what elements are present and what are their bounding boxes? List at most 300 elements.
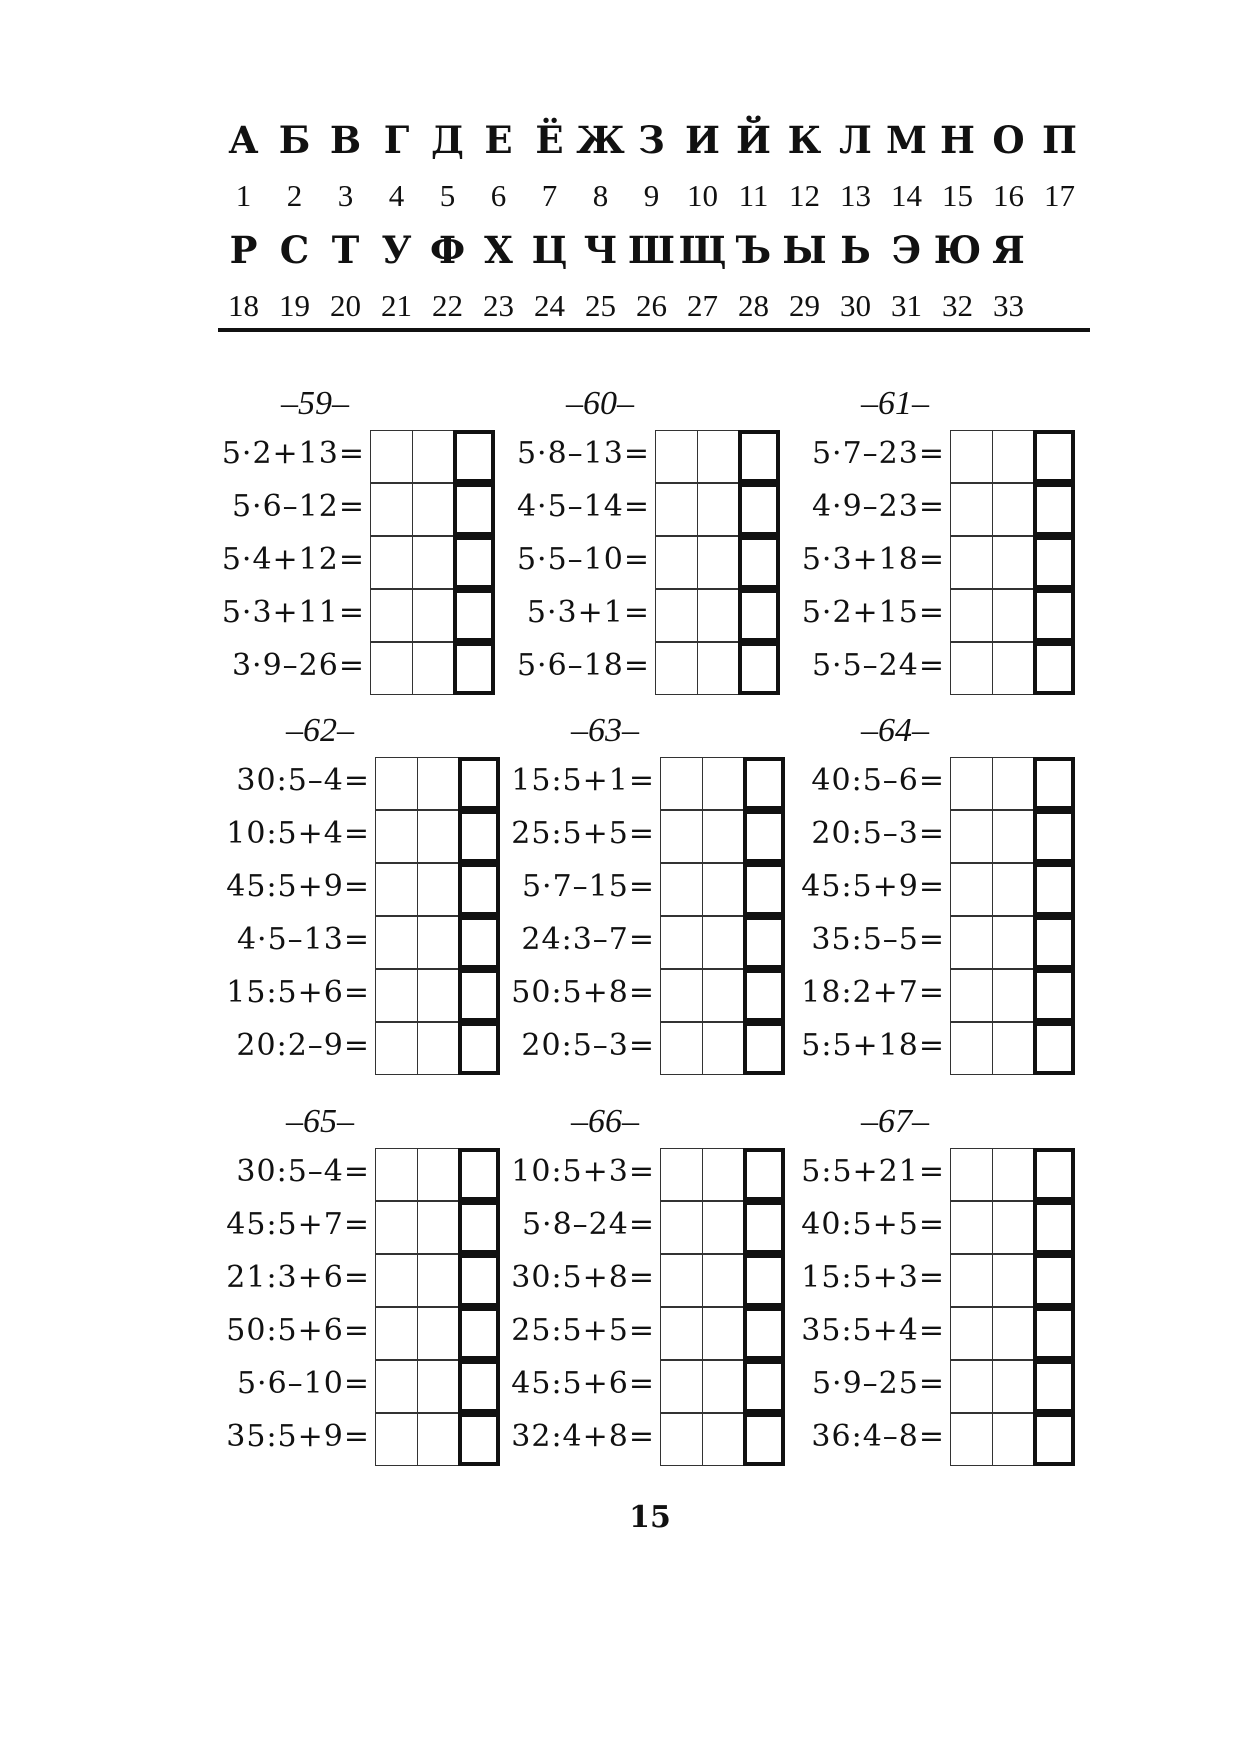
answer-cell[interactable] — [660, 916, 702, 969]
answer-cells — [660, 916, 785, 969]
exercise-row — [775, 1360, 1075, 1413]
exercise-row — [485, 1360, 785, 1413]
answer-cell[interactable] — [950, 1413, 992, 1466]
answer-cells — [375, 1413, 500, 1466]
answer-cell[interactable] — [412, 536, 453, 589]
answer-cell[interactable] — [660, 757, 702, 810]
key-number: 16 — [993, 178, 1024, 213]
key-letter: П — [1042, 118, 1077, 162]
key-letter: С — [279, 228, 310, 272]
answer-cell[interactable] — [660, 1148, 702, 1201]
code-letter-cell[interactable] — [1033, 430, 1075, 483]
expression: 5·8–24= — [521, 1207, 655, 1242]
key-letter: Ю — [933, 228, 982, 272]
answer-cell[interactable] — [660, 810, 702, 863]
key-number: 12 — [789, 178, 820, 213]
answer-cells — [950, 1307, 1075, 1360]
key-letter: М — [886, 118, 927, 162]
exercise-row — [480, 589, 780, 642]
exercise-row — [200, 863, 500, 916]
answer-cells — [660, 1148, 785, 1201]
expression: 5·5–24= — [811, 648, 945, 683]
expression: 30:5–4= — [236, 1154, 370, 1189]
answer-cell[interactable] — [660, 1360, 702, 1413]
expression: 4·9–23= — [811, 489, 945, 524]
answer-cell[interactable] — [950, 1022, 992, 1075]
key-number: 18 — [228, 288, 259, 323]
answer-cells — [950, 483, 1075, 536]
answer-cell[interactable] — [370, 642, 412, 695]
key-number: 15 — [942, 178, 973, 213]
expression: 15:5+3= — [801, 1260, 945, 1295]
key-letter: Ш — [628, 228, 675, 272]
answer-cell[interactable] — [950, 1307, 992, 1360]
exercise-row — [485, 916, 785, 969]
key-number: 33 — [993, 288, 1024, 323]
exercise-row — [200, 757, 500, 810]
key-number: 31 — [891, 288, 922, 323]
answer-cell[interactable] — [950, 642, 992, 695]
key-letter: А — [228, 118, 259, 162]
answer-cell[interactable] — [375, 1413, 417, 1466]
answer-cell[interactable] — [417, 1148, 458, 1201]
answer-cells — [660, 1360, 785, 1413]
answer-cell[interactable] — [370, 430, 412, 483]
exercise-row — [775, 430, 1075, 483]
answer-cell[interactable] — [950, 810, 992, 863]
answer-cells — [370, 430, 495, 483]
key-letter: Э — [891, 228, 922, 272]
answer-cell[interactable] — [660, 1413, 702, 1466]
answer-cell[interactable] — [950, 483, 992, 536]
exercise-number: –65– — [286, 1103, 354, 1140]
code-letter-cell[interactable] — [1033, 810, 1075, 863]
exercise-number: –67– — [861, 1103, 929, 1140]
expression: 20:5–3= — [521, 1028, 655, 1063]
answer-cell[interactable] — [992, 483, 1033, 536]
answer-cell[interactable] — [370, 483, 412, 536]
answer-cells — [660, 1307, 785, 1360]
expression: 5·3+18= — [801, 542, 945, 577]
answer-cell[interactable] — [702, 969, 743, 1022]
exercise-row — [775, 916, 1075, 969]
key-number: 4 — [388, 178, 405, 213]
answer-cell[interactable] — [697, 589, 738, 642]
answer-cells — [375, 810, 500, 863]
answer-cell[interactable] — [950, 430, 992, 483]
key-number: 22 — [432, 288, 463, 323]
answer-cell[interactable] — [992, 430, 1033, 483]
code-letter-cell[interactable] — [1033, 483, 1075, 536]
code-letter-cell[interactable] — [738, 536, 780, 589]
expression: 5:5+21= — [801, 1154, 945, 1189]
exercise-number: –61– — [861, 385, 929, 422]
exercise-row — [775, 1022, 1075, 1075]
answer-cell[interactable] — [950, 863, 992, 916]
answer-cells — [375, 863, 500, 916]
answer-cells — [375, 916, 500, 969]
answer-cell[interactable] — [992, 1022, 1033, 1075]
key-underline — [218, 328, 1090, 332]
key-letter: Ь — [840, 228, 871, 272]
answer-cell[interactable] — [375, 810, 417, 863]
answer-cell[interactable] — [417, 969, 458, 1022]
exercise-row — [480, 430, 780, 483]
code-letter-cell[interactable] — [1033, 757, 1075, 810]
answer-cells — [370, 642, 495, 695]
exercise-row — [195, 483, 495, 536]
answer-cell[interactable] — [950, 1201, 992, 1254]
answer-cells — [950, 863, 1075, 916]
answer-cell[interactable] — [655, 642, 697, 695]
key-letter: Д — [431, 118, 464, 162]
answer-cell[interactable] — [375, 757, 417, 810]
key-letter: З — [638, 118, 665, 162]
exercise-row — [195, 536, 495, 589]
exercise-row — [200, 1201, 500, 1254]
exercise-row — [200, 1360, 500, 1413]
answer-cell[interactable] — [702, 1360, 743, 1413]
expression: 45:5+7= — [226, 1207, 370, 1242]
key-number: 28 — [738, 288, 769, 323]
key-letter: У — [381, 228, 412, 272]
expression: 4·5–13= — [236, 922, 370, 957]
key-number: 25 — [585, 288, 616, 323]
answer-cell[interactable] — [660, 1022, 702, 1075]
answer-cell[interactable] — [950, 969, 992, 1022]
answer-cells — [375, 1307, 500, 1360]
answer-cell[interactable] — [950, 1148, 992, 1201]
answer-cell[interactable] — [697, 483, 738, 536]
answer-cell[interactable] — [950, 916, 992, 969]
code-letter-cell[interactable] — [1033, 1022, 1075, 1075]
answer-cell[interactable] — [702, 810, 743, 863]
key-letter: Ъ — [735, 228, 772, 272]
answer-cell[interactable] — [660, 863, 702, 916]
answer-cell[interactable] — [660, 1307, 702, 1360]
key-letter: Х — [484, 228, 513, 272]
answer-cell[interactable] — [950, 1254, 992, 1307]
answer-cell[interactable] — [992, 536, 1033, 589]
expression: 5·6–10= — [236, 1366, 370, 1401]
answer-cell[interactable] — [992, 969, 1033, 1022]
key-number: 21 — [381, 288, 412, 323]
exercise-block-65 — [200, 1103, 500, 1473]
exercise-row — [485, 1413, 785, 1466]
answer-cell[interactable] — [655, 483, 697, 536]
key-number: 14 — [891, 178, 922, 213]
exercise-row — [480, 642, 780, 695]
answer-cell[interactable] — [655, 589, 697, 642]
answer-cell[interactable] — [992, 810, 1033, 863]
answer-cell[interactable] — [702, 1254, 743, 1307]
answer-cells — [375, 1148, 500, 1201]
answer-cell[interactable] — [702, 1413, 743, 1466]
answer-cells — [950, 1022, 1075, 1075]
answer-cells — [655, 642, 780, 695]
expression: 5·2+15= — [801, 595, 945, 630]
answer-cells — [655, 589, 780, 642]
answer-cells — [660, 863, 785, 916]
exercise-row — [200, 1148, 500, 1201]
key-number: 23 — [483, 288, 514, 323]
exercise-block-59 — [195, 385, 495, 705]
answer-cell[interactable] — [992, 1307, 1033, 1360]
answer-cells — [655, 483, 780, 536]
answer-cell[interactable] — [375, 1201, 417, 1254]
answer-cells — [375, 969, 500, 1022]
answer-cell[interactable] — [992, 1413, 1033, 1466]
answer-cell[interactable] — [702, 757, 743, 810]
answer-cell[interactable] — [375, 1148, 417, 1201]
answer-cell[interactable] — [992, 1254, 1033, 1307]
exercise-row — [775, 1254, 1075, 1307]
answer-cells — [950, 810, 1075, 863]
expression: 4·5–14= — [516, 489, 650, 524]
answer-cells — [660, 1413, 785, 1466]
exercise-block-66 — [485, 1103, 785, 1473]
answer-cells — [950, 969, 1075, 1022]
code-letter-cell[interactable] — [1033, 1201, 1075, 1254]
answer-cell[interactable] — [992, 863, 1033, 916]
key-number: 10 — [687, 178, 718, 213]
answer-cell[interactable] — [992, 642, 1033, 695]
code-letter-cell[interactable] — [738, 589, 780, 642]
answer-cells — [660, 810, 785, 863]
exercise-row — [195, 430, 495, 483]
code-letter-cell[interactable] — [1033, 969, 1075, 1022]
answer-cells — [950, 642, 1075, 695]
key-letter: Ц — [531, 228, 568, 272]
answer-cell[interactable] — [660, 1254, 702, 1307]
code-letter-cell[interactable] — [1033, 589, 1075, 642]
expression: 3·9–26= — [231, 648, 365, 683]
key-letter: Я — [992, 228, 1025, 272]
key-letter: Ё — [535, 118, 564, 162]
answer-cells — [375, 757, 500, 810]
key-letter: К — [787, 118, 822, 162]
key-number: 8 — [592, 178, 609, 213]
expression: 5·7–23= — [811, 436, 945, 471]
answer-cell[interactable] — [417, 1254, 458, 1307]
answer-cell[interactable] — [992, 916, 1033, 969]
exercise-row — [480, 483, 780, 536]
answer-cell[interactable] — [992, 589, 1033, 642]
answer-cell[interactable] — [992, 757, 1033, 810]
answer-cell[interactable] — [375, 916, 417, 969]
key-letter: О — [992, 118, 1025, 162]
key-number: 13 — [840, 178, 871, 213]
answer-cell[interactable] — [412, 483, 453, 536]
answer-cell[interactable] — [702, 1307, 743, 1360]
key-letter: Ф — [429, 228, 466, 272]
code-letter-cell[interactable] — [738, 483, 780, 536]
key-letter: Й — [736, 118, 771, 162]
answer-cell[interactable] — [412, 642, 453, 695]
code-letter-cell[interactable] — [738, 430, 780, 483]
answer-cell[interactable] — [375, 1254, 417, 1307]
answer-cell[interactable] — [412, 589, 453, 642]
answer-cell[interactable] — [702, 863, 743, 916]
code-letter-cell[interactable] — [1033, 1413, 1075, 1466]
key-letter: Ж — [576, 118, 625, 162]
key-letter: Р — [229, 228, 258, 272]
expression: 5·5–10= — [516, 542, 650, 577]
expression: 15:5+1= — [511, 763, 655, 798]
expression: 40:5+5= — [801, 1207, 945, 1242]
answer-cells — [950, 1254, 1075, 1307]
key-number: 19 — [279, 288, 310, 323]
answer-cell[interactable] — [417, 1022, 458, 1075]
expression: 18:2+7= — [801, 975, 945, 1010]
expression: 40:5–6= — [811, 763, 945, 798]
key-letter: Г — [383, 118, 410, 162]
key-number: 7 — [541, 178, 558, 213]
code-letter-cell[interactable] — [1033, 536, 1075, 589]
exercise-row — [775, 1148, 1075, 1201]
key-number: 6 — [490, 178, 507, 213]
key-number: 26 — [636, 288, 667, 323]
answer-cell[interactable] — [702, 1201, 743, 1254]
exercise-number: –66– — [571, 1103, 639, 1140]
code-letter-cell[interactable] — [1033, 1307, 1075, 1360]
expression: 10:5+3= — [511, 1154, 655, 1189]
answer-cells — [370, 536, 495, 589]
answer-cells — [950, 589, 1075, 642]
answer-cell[interactable] — [950, 589, 992, 642]
answer-cell[interactable] — [375, 863, 417, 916]
expression: 5·4+12= — [221, 542, 365, 577]
answer-cell[interactable] — [697, 430, 738, 483]
answer-cell[interactable] — [950, 536, 992, 589]
expression: 30:5+8= — [511, 1260, 655, 1295]
answer-cells — [660, 1201, 785, 1254]
exercise-row — [775, 1307, 1075, 1360]
answer-cell[interactable] — [375, 1022, 417, 1075]
key-letter: В — [329, 118, 362, 162]
expression: 24:3–7= — [521, 922, 655, 957]
exercise-row — [485, 757, 785, 810]
answer-cell[interactable] — [412, 430, 453, 483]
key-letter: Т — [331, 228, 360, 272]
answer-cells — [660, 757, 785, 810]
answer-cell[interactable] — [992, 1201, 1033, 1254]
expression: 45:5+9= — [226, 869, 370, 904]
key-number: 11 — [738, 178, 769, 213]
answer-cell[interactable] — [697, 536, 738, 589]
key-numbers-row-1 — [218, 178, 1088, 224]
exercise-block-60 — [480, 385, 780, 705]
answer-cells — [950, 1413, 1075, 1466]
answer-cell[interactable] — [417, 1413, 458, 1466]
exercise-row — [775, 863, 1075, 916]
expression: 30:5–4= — [236, 763, 370, 798]
key-letter: Е — [484, 118, 513, 162]
answer-cell[interactable] — [950, 1360, 992, 1413]
answer-cell[interactable] — [417, 1307, 458, 1360]
answer-cell[interactable] — [655, 536, 697, 589]
exercise-row — [775, 536, 1075, 589]
code-letter-cell[interactable] — [1033, 1360, 1075, 1413]
key-letter: Л — [839, 118, 872, 162]
answer-cell[interactable] — [702, 1022, 743, 1075]
exercise-row — [485, 863, 785, 916]
expression: 25:5+5= — [511, 816, 655, 851]
code-letter-cell[interactable] — [738, 642, 780, 695]
key-letter: Ч — [583, 228, 618, 272]
answer-cells — [950, 430, 1075, 483]
expression: 5·7–15= — [521, 869, 655, 904]
answer-cell[interactable] — [417, 810, 458, 863]
answer-cell[interactable] — [660, 969, 702, 1022]
answer-cell[interactable] — [370, 589, 412, 642]
answer-cell[interactable] — [992, 1148, 1033, 1201]
exercise-block-61 — [775, 385, 1075, 705]
answer-cell[interactable] — [375, 1307, 417, 1360]
answer-cell[interactable] — [417, 1360, 458, 1413]
code-letter-cell[interactable] — [1033, 916, 1075, 969]
key-letter: И — [685, 118, 720, 162]
exercise-row — [775, 810, 1075, 863]
expression: 15:5+6= — [226, 975, 370, 1010]
answer-cell[interactable] — [660, 1201, 702, 1254]
key-number: 27 — [687, 288, 718, 323]
exercise-row — [485, 1307, 785, 1360]
answer-cell[interactable] — [417, 1201, 458, 1254]
key-letter: Щ — [678, 228, 727, 272]
expression: 5·3+11= — [221, 595, 365, 630]
exercise-row — [485, 1148, 785, 1201]
answer-cell[interactable] — [702, 916, 743, 969]
code-letter-cell[interactable] — [1033, 642, 1075, 695]
answer-cell[interactable] — [375, 1360, 417, 1413]
expression: 5·6–12= — [231, 489, 365, 524]
page-number: 15 — [629, 1500, 671, 1535]
expression: 20:2–9= — [236, 1028, 370, 1063]
code-letter-cell[interactable] — [1033, 863, 1075, 916]
answer-cell[interactable] — [697, 642, 738, 695]
answer-cell[interactable] — [375, 969, 417, 1022]
expression: 10:5+4= — [226, 816, 370, 851]
exercise-row — [200, 810, 500, 863]
key-number: 24 — [534, 288, 565, 323]
exercise-row — [775, 589, 1075, 642]
answer-cell[interactable] — [417, 757, 458, 810]
expression: 35:5+9= — [226, 1419, 370, 1454]
answer-cell[interactable] — [950, 757, 992, 810]
expression: 5:5+18= — [801, 1028, 945, 1063]
answer-cell[interactable] — [417, 863, 458, 916]
answer-cell[interactable] — [655, 430, 697, 483]
exercise-row — [775, 483, 1075, 536]
answer-cells — [950, 1148, 1075, 1201]
answer-cell[interactable] — [370, 536, 412, 589]
expression: 35:5–5= — [811, 922, 945, 957]
answer-cell[interactable] — [702, 1148, 743, 1201]
key-number: 32 — [942, 288, 973, 323]
answer-cell[interactable] — [417, 916, 458, 969]
exercise-number: –60– — [566, 385, 634, 422]
exercise-row — [195, 642, 495, 695]
key-letters-row-1 — [218, 118, 1088, 164]
answer-cells — [660, 969, 785, 1022]
exercise-row — [775, 969, 1075, 1022]
answer-cell[interactable] — [992, 1360, 1033, 1413]
exercise-row — [195, 589, 495, 642]
code-letter-cell[interactable] — [1033, 1254, 1075, 1307]
expression: 35:5+4= — [801, 1313, 945, 1348]
code-letter-cell[interactable] — [1033, 1148, 1075, 1201]
